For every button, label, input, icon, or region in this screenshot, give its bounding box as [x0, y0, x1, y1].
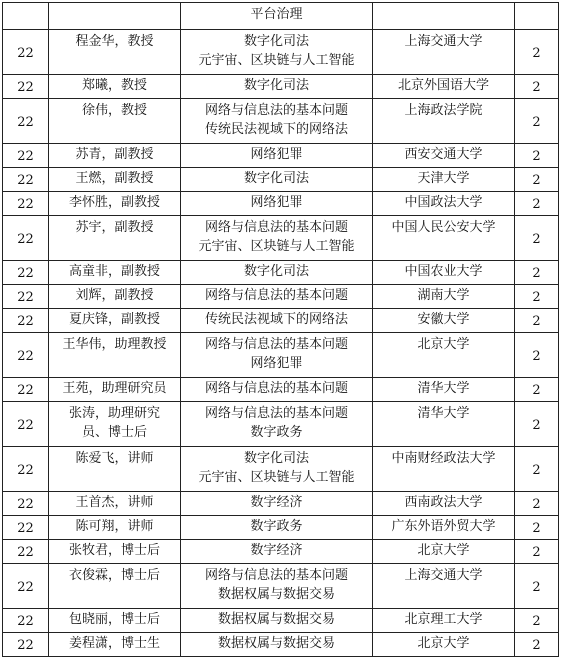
- cell-name: 郑曦，教授: [49, 75, 181, 99]
- cell-name: 王苑，助理研究员: [49, 378, 181, 402]
- cell-tag: 22: [3, 261, 49, 285]
- table-row-continued: [3, 3, 559, 30]
- cell-tag: 22: [3, 516, 49, 540]
- cell-name: 张牧君，博士后: [49, 540, 181, 564]
- cell-value: 2: [515, 261, 559, 285]
- table-body: [3, 3, 559, 657]
- cell-topic: 平台治理: [181, 3, 373, 30]
- cell-school: 上海交通大学: [373, 564, 515, 609]
- cell-school: 中南财经政法大学: [373, 447, 515, 492]
- cell-name-line: 员、博士后: [81, 425, 147, 440]
- cell-value: 2: [515, 144, 559, 168]
- cell-name: 刘辉，副教授: [49, 285, 181, 309]
- cell-tag: 22: [3, 144, 49, 168]
- cell-school: [373, 3, 515, 30]
- cell-topic-line: 元宇宙、区块链与人工智能: [198, 53, 355, 68]
- cell-value: 2: [515, 609, 559, 633]
- cell-topic-line: 数字化司法: [243, 171, 309, 186]
- cell-topic: [181, 333, 373, 378]
- cell-value: 2: [515, 216, 559, 261]
- cell-tag: 22: [3, 564, 49, 609]
- cell-topic: [181, 99, 373, 144]
- table-row: [3, 75, 559, 99]
- cell-tag: 22: [3, 447, 49, 492]
- cell-name: 衣俊霖，博士后: [49, 564, 181, 609]
- cell-name: 陈可翔，讲师: [49, 516, 181, 540]
- cell-school: 北京大学: [373, 540, 515, 564]
- cell-tag: 22: [3, 492, 49, 516]
- cell-value: 2: [515, 378, 559, 402]
- cell-name: 包晓丽，博士后: [49, 609, 181, 633]
- cell-school: 湖南大学: [373, 285, 515, 309]
- cell-school: 上海交通大学: [373, 30, 515, 75]
- cell-school: 清华大学: [373, 378, 515, 402]
- cell-topic-line: 网络与信息法的基本问题: [204, 406, 348, 421]
- cell-topic: [181, 540, 373, 564]
- cell-name: 李怀胜，副教授: [49, 192, 181, 216]
- table-row: [3, 633, 559, 657]
- cell-topic-line: 网络与信息法的基本问题: [204, 220, 348, 235]
- cell-tag: 22: [3, 168, 49, 192]
- faculty-topic-table: [2, 2, 559, 657]
- cell-topic-line: 网络犯罪: [250, 195, 303, 210]
- cell-topic-line: 网络与信息法的基本问题: [204, 288, 348, 303]
- cell-name-line: 张涛，助理研究: [68, 406, 160, 421]
- cell-topic-line: 网络犯罪: [250, 147, 303, 162]
- table-row: [3, 285, 559, 309]
- cell-topic-line: 数字化司法: [243, 451, 309, 466]
- cell-name: [49, 402, 181, 447]
- cell-school: 北京大学: [373, 333, 515, 378]
- cell-topic: [181, 447, 373, 492]
- cell-topic: [181, 144, 373, 168]
- cell-name: 夏庆锋，副教授: [49, 309, 181, 333]
- cell-tag: 22: [3, 285, 49, 309]
- cell-topic-line: 网络与信息法的基本问题: [204, 337, 348, 352]
- cell-school: 中国政法大学: [373, 192, 515, 216]
- cell-school: 安徽大学: [373, 309, 515, 333]
- cell-school: 中国农业大学: [373, 261, 515, 285]
- cell-topic: [181, 402, 373, 447]
- cell-name: 王华伟，助理教授: [49, 333, 181, 378]
- cell-tag: 22: [3, 192, 49, 216]
- cell-school: 上海政法学院: [373, 99, 515, 144]
- cell-value: 2: [515, 30, 559, 75]
- cell-topic-line: 网络与信息法的基本问题: [204, 103, 348, 118]
- cell-name: 高童非，副教授: [49, 261, 181, 285]
- cell-tag: 22: [3, 633, 49, 657]
- cell-value: 2: [515, 75, 559, 99]
- cell-school: 北京理工大学: [373, 609, 515, 633]
- table-row: [3, 516, 559, 540]
- table-row: [3, 492, 559, 516]
- cell-school: 广东外语外贸大学: [373, 516, 515, 540]
- cell-topic-line: 数字经济: [250, 495, 303, 510]
- cell-topic-line: 数据权属与数据交易: [217, 636, 335, 651]
- cell-name: 姜程潇，博士生: [49, 633, 181, 657]
- cell-value: 2: [515, 564, 559, 609]
- table-row: [3, 144, 559, 168]
- cell-topic-line: 数字政务: [250, 425, 303, 440]
- cell-topic-line: 传统民法视域下的网络法: [204, 312, 348, 327]
- table-row: [3, 192, 559, 216]
- cell-tag: 22: [3, 333, 49, 378]
- table-row: [3, 402, 559, 447]
- cell-topic: [181, 492, 373, 516]
- table-row: [3, 216, 559, 261]
- cell-topic-line: 数据权属与数据交易: [217, 612, 335, 627]
- cell-value: 2: [515, 168, 559, 192]
- cell-tag: 22: [3, 30, 49, 75]
- cell-name: 徐伟，教授: [49, 99, 181, 144]
- cell-tag: 22: [3, 309, 49, 333]
- cell-name: 苏青，副教授: [49, 144, 181, 168]
- cell-school: 天津大学: [373, 168, 515, 192]
- cell-tag: 22: [3, 402, 49, 447]
- cell-value: 2: [515, 516, 559, 540]
- table-row: [3, 564, 559, 609]
- cell-topic-line: 数字化司法: [243, 34, 309, 49]
- table-row: [3, 333, 559, 378]
- cell-topic-line: 数字化司法: [243, 264, 309, 279]
- cell-tag: 22: [3, 540, 49, 564]
- cell-value: 2: [515, 492, 559, 516]
- cell-name: 程金华，教授: [49, 30, 181, 75]
- table-row: [3, 540, 559, 564]
- cell-school: 北京大学: [373, 633, 515, 657]
- table-row: [3, 609, 559, 633]
- table-row: [3, 378, 559, 402]
- cell-topic: [181, 564, 373, 609]
- cell-topic: [181, 633, 373, 657]
- cell-name: 陈爱飞，讲师: [49, 447, 181, 492]
- cell-value: 2: [515, 309, 559, 333]
- table-row: [3, 309, 559, 333]
- cell-value: 2: [515, 402, 559, 447]
- cell-tag: 22: [3, 75, 49, 99]
- cell-topic: [181, 609, 373, 633]
- cell-tag: 22: [3, 609, 49, 633]
- cell-topic-line: 网络与信息法的基本问题: [204, 568, 348, 583]
- cell-school: 西安交通大学: [373, 144, 515, 168]
- cell-topic-line: 网络犯罪: [250, 356, 303, 371]
- cell-name: [49, 3, 181, 30]
- cell-value: 2: [515, 633, 559, 657]
- cell-name: 王首杰，讲师: [49, 492, 181, 516]
- cell-value: [515, 3, 559, 30]
- cell-topic-line: 元宇宙、区块链与人工智能: [198, 239, 355, 254]
- cell-topic: [181, 216, 373, 261]
- cell-school: 清华大学: [373, 402, 515, 447]
- cell-topic-line: 元宇宙、区块链与人工智能: [198, 470, 355, 485]
- table-row: [3, 447, 559, 492]
- table-row: [3, 99, 559, 144]
- cell-topic: [181, 378, 373, 402]
- cell-tag: 22: [3, 378, 49, 402]
- cell-value: 2: [515, 99, 559, 144]
- cell-school: 中国人民公安大学: [373, 216, 515, 261]
- cell-value: 2: [515, 333, 559, 378]
- cell-value: 2: [515, 540, 559, 564]
- cell-topic-line: 数据权属与数据交易: [217, 587, 335, 602]
- table-row: [3, 30, 559, 75]
- cell-topic-line: 网络与信息法的基本问题: [204, 381, 348, 396]
- cell-topic-line: 传统民法视域下的网络法: [204, 122, 348, 137]
- cell-value: 2: [515, 192, 559, 216]
- table-row: [3, 168, 559, 192]
- cell-value: 2: [515, 285, 559, 309]
- cell-tag: 22: [3, 99, 49, 144]
- cell-topic-line: 数字经济: [250, 543, 303, 558]
- cell-topic: [181, 75, 373, 99]
- cell-topic-line: 数字化司法: [243, 78, 309, 93]
- cell-tag: 22: [3, 216, 49, 261]
- cell-name: 苏宇，副教授: [49, 216, 181, 261]
- cell-topic: [181, 285, 373, 309]
- cell-school: 西南政法大学: [373, 492, 515, 516]
- cell-school: 北京外国语大学: [373, 75, 515, 99]
- cell-topic: [181, 168, 373, 192]
- cell-name: 王燃，副教授: [49, 168, 181, 192]
- cell-topic: [181, 192, 373, 216]
- table-row: [3, 261, 559, 285]
- cell-topic: [181, 30, 373, 75]
- cell-tag: [3, 3, 49, 30]
- cell-topic: [181, 261, 373, 285]
- cell-topic: [181, 516, 373, 540]
- cell-topic: [181, 309, 373, 333]
- cell-topic-line: 数字政务: [250, 519, 303, 534]
- cell-value: 2: [515, 447, 559, 492]
